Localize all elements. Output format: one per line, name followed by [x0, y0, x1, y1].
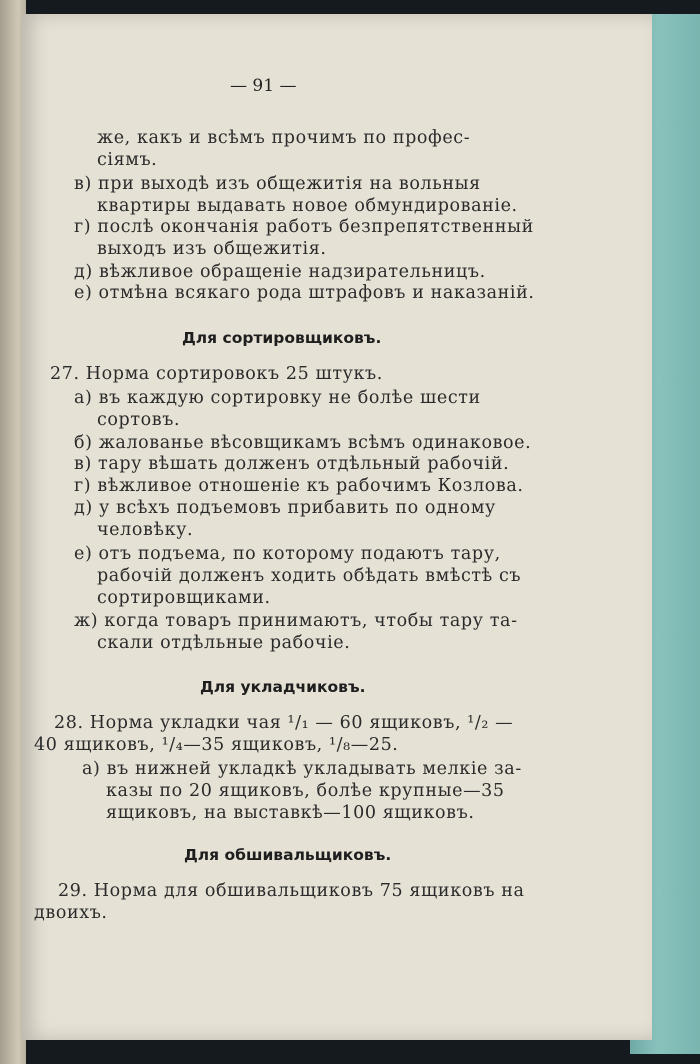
text-line: г) вѣжливое отношеніе къ рабочимъ Козлова. — [74, 476, 524, 496]
text-line: б) жалованье вѣсовщикамъ всѣмъ одинаковое. — [74, 433, 532, 453]
text-line: а) въ каждую сортировку не болѣе шести — [74, 388, 481, 408]
text-line: сортировщиками. — [97, 588, 271, 608]
text-line: человѣку. — [97, 520, 194, 540]
text-line: сіямъ. — [97, 150, 158, 170]
text-line: 27. Норма сортировокъ 25 штукъ. — [50, 364, 383, 384]
text-line: 29. Норма для обшивальщиковъ 75 ящиковъ на — [58, 881, 525, 901]
text-line: рабочій долженъ ходить обѣдать вмѣстѣ съ — [97, 566, 522, 586]
text-line: ящиковъ, на выставкѣ—100 ящиковъ. — [106, 803, 475, 823]
section-heading-packers: Для укладчиковъ. — [200, 678, 366, 696]
text-line: казы по 20 ящиковъ, болѣе крупные—35 — [106, 781, 505, 801]
text-line: г) послѣ окончанія работъ безпрепятственный — [74, 217, 534, 237]
text-line: квартиры выдавать новое обмундированіе. — [97, 196, 518, 216]
text-line: е) отмѣна всякаго рода штрафовъ и наказаній. — [74, 283, 535, 303]
page-number: — 91 — — [230, 76, 297, 96]
section-heading-sorters: Для сортировщиковъ. — [182, 329, 382, 347]
text-line: двоихъ. — [34, 903, 108, 923]
text-line: д) вѣжливое обращеніе надзирательницъ. — [74, 262, 486, 282]
text-line: 40 ящиковъ, ¹/₄—35 ящиковъ, ¹/₈—25. — [34, 735, 399, 755]
section-heading-sewers: Для обшивальщиковъ. — [184, 846, 392, 864]
book-page — [22, 14, 652, 1040]
text-line: ж) когда товаръ принимаютъ, чтобы тару та- — [74, 611, 518, 631]
text-line: д) у всѣхъ подъемовъ прибавить по одному — [74, 498, 496, 518]
text-line: сортовъ. — [97, 410, 181, 430]
text-line: же, какъ и всѣмъ прочимъ по профес- — [97, 128, 471, 148]
text-line: скали отдѣльные рабочіе. — [97, 633, 351, 653]
text-line: в) тару вѣшать долженъ отдѣльный рабочій. — [74, 454, 510, 474]
text-line: в) при выходѣ изъ общежитія на вольныя — [74, 174, 481, 194]
text-line: выходъ изъ общежитія. — [97, 239, 327, 259]
text-line: е) отъ подъема, по которому подаютъ тару, — [74, 544, 501, 564]
text-line: а) въ нижней укладкѣ укладывать мелкіе за- — [82, 759, 522, 779]
text-line: 28. Норма укладки чая ¹/₁ — 60 ящиковъ, ¹/₂ — — [54, 713, 514, 733]
